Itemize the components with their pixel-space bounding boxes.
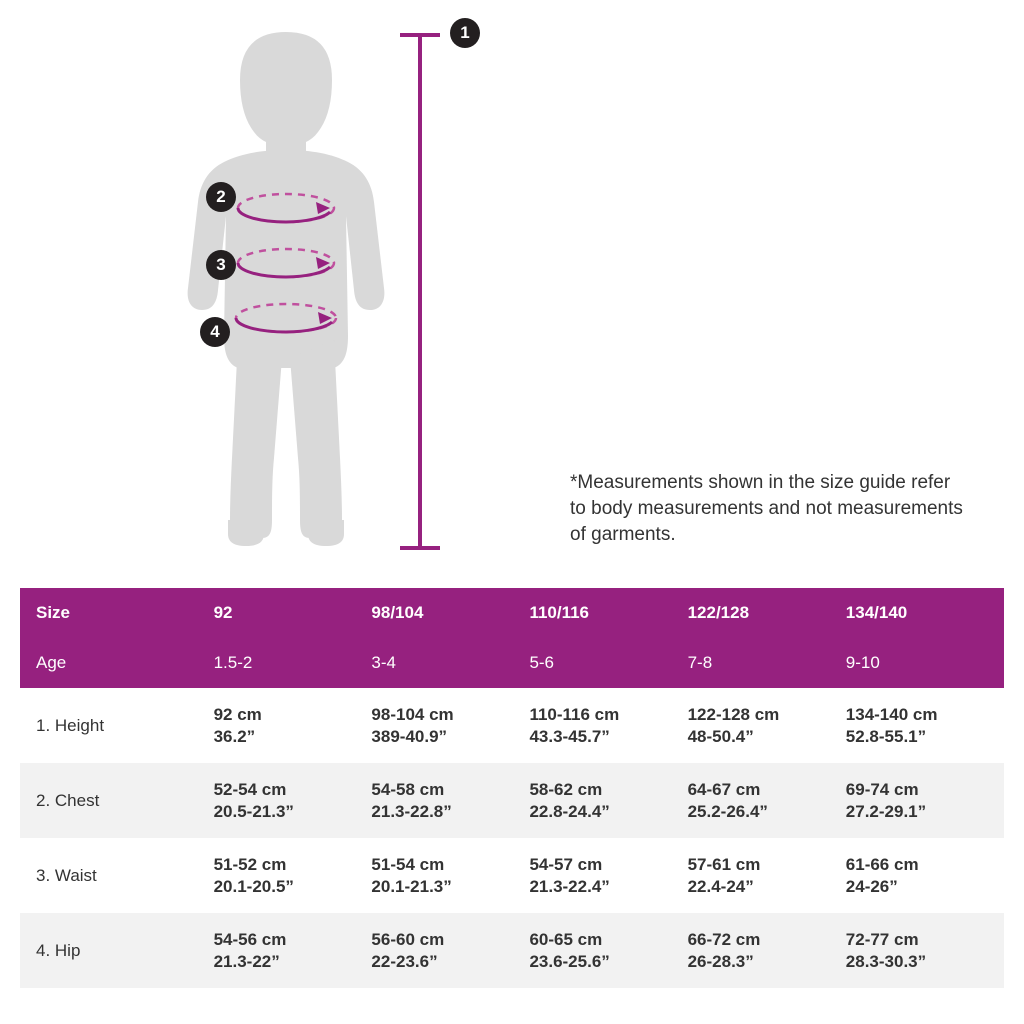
- cell-height-122-128: [688, 688, 846, 763]
- marker-waist: 3: [206, 250, 236, 280]
- measurement-note: *Measurements shown in the size guide refer to body measurements and not measurements of garments.: [570, 472, 963, 545]
- value-cm: 110-116 cm: [529, 704, 620, 724]
- table-row: [20, 838, 1004, 913]
- value-cm: 57-61 cm: [687, 854, 761, 874]
- value-cm: 134-140 cm: [845, 704, 938, 724]
- cell-chest-92: [214, 763, 372, 838]
- cell-height-134-140: [846, 688, 1004, 763]
- cell-waist-98-104: [371, 838, 529, 913]
- value-cm: 56-60 cm: [371, 929, 445, 949]
- cell-waist-92: [214, 838, 372, 913]
- row-label-waist: 3. Waist: [36, 865, 97, 885]
- value-cm: 51-52 cm: [213, 854, 287, 874]
- cell-waist-134-140: [846, 838, 1004, 913]
- cell-hip-134-140: [846, 913, 1004, 988]
- row-label-hip: 4. Hip: [20, 913, 214, 988]
- cell-chest-98-104: [371, 763, 529, 838]
- value-inch: 26-28.3”: [687, 951, 754, 971]
- value-inch: 22-23.6”: [371, 951, 438, 971]
- value-cm: 54-56 cm: [213, 929, 287, 949]
- value-inch: 27.2-29.1”: [845, 801, 927, 821]
- value-cm: 66-72 cm: [687, 929, 761, 949]
- value-inch: 21.3-22.4”: [529, 876, 610, 896]
- header-size-0: 92: [214, 588, 372, 638]
- marker-chest: 2: [206, 182, 236, 212]
- value-inch: 20.5-21.3”: [213, 801, 294, 821]
- value-cm: 61-66 cm: [845, 854, 919, 874]
- value-inch: 52.8-55.1”: [845, 726, 927, 746]
- value-inch: 22.4-24”: [687, 876, 754, 896]
- value-inch: 43.3-45.7”: [529, 726, 610, 746]
- header-age-1: 3-4: [371, 638, 529, 688]
- marker-hip: 4: [200, 317, 230, 347]
- cell-waist-110-116: [529, 838, 687, 913]
- cell-chest-134-140: [846, 763, 1004, 838]
- table-header-age-row: [20, 638, 1004, 688]
- row-label-height: 1. Height: [36, 715, 105, 735]
- height-measure-line: [400, 35, 440, 548]
- value-inch: 28.3-30.3”: [845, 951, 927, 971]
- value-cm: 52-54 cm: [213, 779, 287, 799]
- header-size-1: 98/104: [371, 588, 529, 638]
- value-inch: 48-50.4”: [687, 726, 754, 746]
- value-inch: 25.2-26.4”: [687, 801, 768, 821]
- header-age-2: 5-6: [529, 638, 687, 688]
- header-size-2: 110/116: [529, 588, 687, 638]
- cell-height-98-104: [371, 688, 529, 763]
- marker-height: 1: [450, 18, 480, 48]
- value-cm: 54-58 cm: [371, 779, 445, 799]
- cell-height-110-116: [529, 688, 687, 763]
- size-chart-table: [20, 588, 1004, 1002]
- value-cm: 122-128 cm: [687, 704, 780, 724]
- header-size-3: 122/128: [688, 588, 846, 638]
- cell-height-92: [214, 688, 372, 763]
- value-inch: 36.2”: [213, 726, 256, 746]
- table-row: [20, 913, 1004, 988]
- cell-hip-122-128: [688, 913, 846, 988]
- header-size-label: Size: [20, 588, 214, 638]
- header-age-3: 7-8: [688, 638, 846, 688]
- row-label-chest: 2. Chest: [20, 763, 214, 838]
- value-cm: 60-65 cm: [529, 929, 603, 949]
- table-bottom-spacer: [20, 988, 1004, 1002]
- table-row: [20, 688, 1004, 763]
- value-cm: 98-104 cm: [371, 704, 454, 724]
- cell-hip-98-104: [371, 913, 529, 988]
- header-age-label: Age: [20, 638, 214, 688]
- value-cm: 64-67 cm: [687, 779, 761, 799]
- cell-chest-122-128: [688, 763, 846, 838]
- value-inch: 22.8-24.4”: [529, 801, 610, 821]
- cell-chest-110-116: [529, 763, 687, 838]
- header-age-0: 1.5-2: [214, 638, 372, 688]
- value-inch: 389-40.9”: [371, 726, 448, 746]
- cell-hip-92: [214, 913, 372, 988]
- header-age-4: 9-10: [846, 638, 1004, 688]
- cell-hip-110-116: [529, 913, 687, 988]
- table-header-size-row: [20, 588, 1004, 638]
- value-inch: 24-26”: [845, 876, 898, 896]
- value-inch: 21.3-22.8”: [371, 801, 452, 821]
- child-silhouette: [188, 32, 385, 546]
- value-cm: 69-74 cm: [845, 779, 919, 799]
- value-cm: 54-57 cm: [529, 854, 603, 874]
- value-inch: 23.6-25.6”: [529, 951, 610, 971]
- cell-waist-122-128: [688, 838, 846, 913]
- value-inch: 20.1-21.3”: [371, 876, 452, 896]
- value-cm: 58-62 cm: [529, 779, 603, 799]
- table-row: [20, 763, 1004, 838]
- value-inch: 21.3-22”: [213, 951, 280, 971]
- value-inch: 20.1-20.5”: [213, 876, 294, 896]
- value-cm: 92 cm: [213, 704, 262, 724]
- value-cm: 51-54 cm: [371, 854, 445, 874]
- value-cm: 72-77 cm: [845, 929, 919, 949]
- header-size-4: 134/140: [846, 588, 1004, 638]
